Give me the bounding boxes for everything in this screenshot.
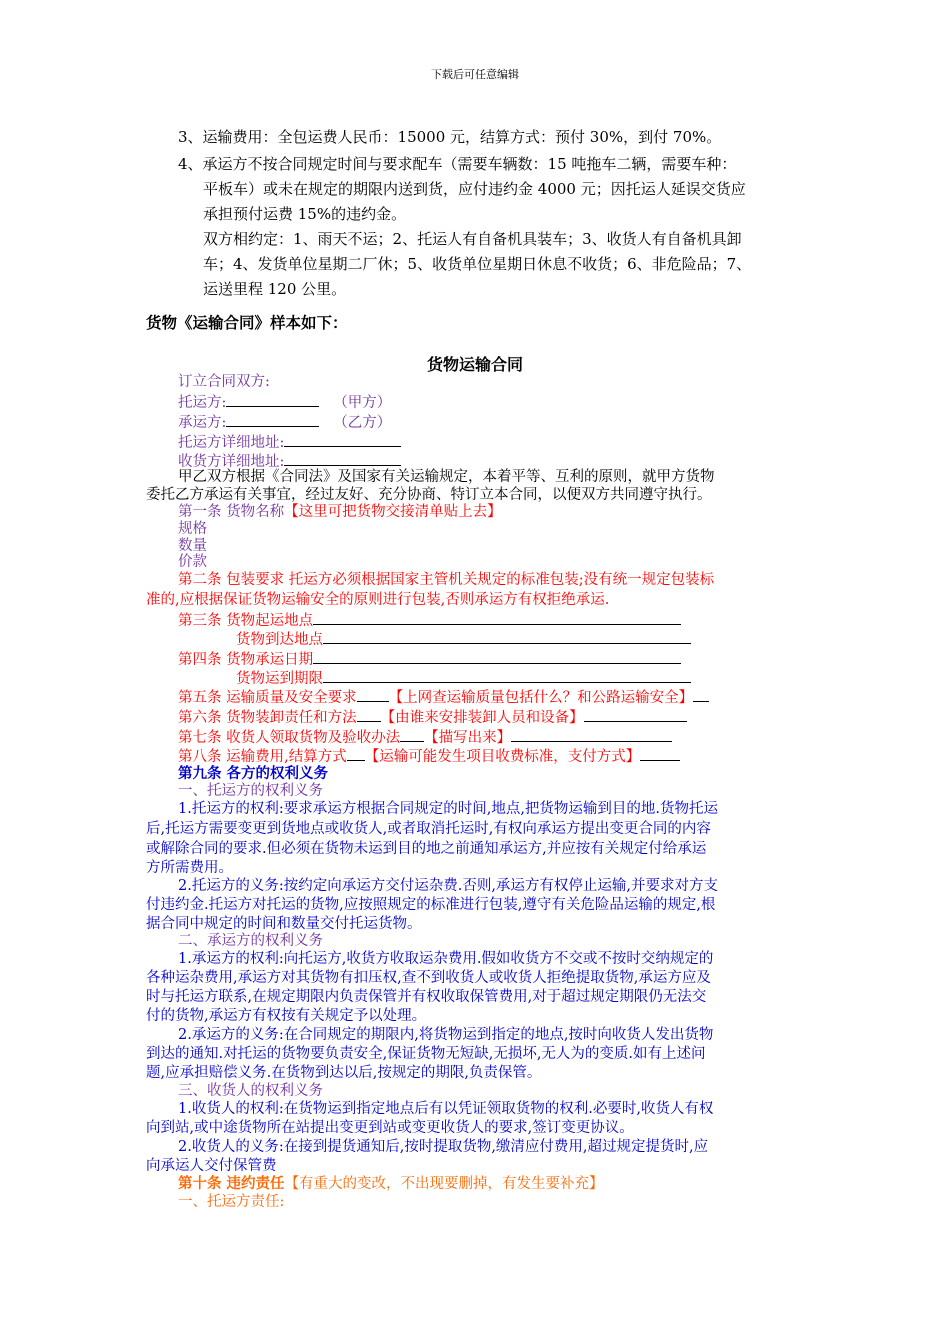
article-5-blank-a	[357, 687, 389, 702]
s3-p1-line-2: 向到站,或中途货物所在站提出变更到站或变更收货人的要求,签订变更协议。	[146, 1120, 634, 1136]
s2-p1-line-1: 1.承运方的权利:向托运方,收货方收取运杂费用.假如收货方不交或不按时交纳规定的	[178, 951, 714, 967]
shipper-address-line	[178, 432, 401, 452]
article-3-destination	[236, 629, 691, 649]
article-7-blank-a	[400, 727, 424, 742]
article-1-note: 【这里可把货物交接清单贴上去】	[284, 504, 502, 520]
article-2-line-2: 准的,应根据保证货物运输安全的原则进行包装,否则承运方有权拒绝承运.	[146, 592, 610, 608]
shipper-label: 托运方:	[178, 395, 227, 411]
article-7-blank-b	[511, 727, 672, 742]
price-label: 价款	[178, 554, 207, 570]
s2-p1-line-3: 时与托运方联系,在规定期限内负责保管并有权收取保管费用,对于超过规定期限仍无法交	[146, 989, 707, 1005]
intro-line-3: 平板车）或未在规定的期限内送到货，应付违约金 4000 元；因托运人延误交货应	[203, 180, 746, 198]
article-4-date-label: 第四条 货物承运日期	[178, 652, 314, 668]
intro-line-7: 运送里程 120 公里。	[203, 280, 347, 298]
contract-title: 货物运输合同	[426, 355, 523, 374]
article-8-note: 【运输可能发生项目收费标准，支付方式】	[364, 749, 641, 765]
article-7	[178, 727, 672, 747]
qty-label: 数量	[178, 538, 207, 554]
s1-p2-line-1: 2.托运方的义务:按约定向承运方交付运杂费.否则,承运方有权停止运输,并要求对方支	[178, 878, 719, 894]
article-10-label: 第十条 违约责任	[178, 1175, 285, 1192]
article-10	[178, 1175, 604, 1193]
article-3-origin-label: 第三条 货物起运地点	[178, 613, 314, 629]
article-8-blank-b	[640, 746, 680, 761]
preamble-line-2: 委托乙方承运有关事宜，经过友好、充分协商、特订立本合同，以便双方共同遵守执行。	[146, 487, 712, 503]
article-3-origin	[178, 610, 681, 630]
s3-p2-line-1: 2.收货人的义务:在接到提货通知后,按时提取货物,缴清应付费用,超过规定提货时,应	[178, 1139, 709, 1155]
origin-blank	[313, 610, 681, 625]
shipper-line	[178, 392, 391, 412]
sample-heading: 货物《运输合同》样本如下：	[146, 313, 348, 332]
article-2-line-1: 第二条 包装要求 托运方必须根据国家主管机关规定的标准包装;没有统一规定包装标	[178, 572, 715, 588]
article-4-deadline	[236, 668, 691, 688]
article-3-destination-label: 货物到达地点	[236, 632, 323, 648]
intro-line-2: 4、承运方不按合同规定时间与要求配车（需要车辆数：15 吨拖车二辆，需要车种：	[178, 155, 737, 173]
s1-p2-line-3: 据合同中规定的时间和数量交付托运货物。	[146, 916, 422, 932]
shipper-blank	[226, 392, 319, 407]
s3-p2-line-2: 向承运人交付保管费	[146, 1158, 277, 1174]
article-6-blank-b	[584, 707, 687, 722]
article-4-deadline-label: 货物运到期限	[236, 671, 323, 687]
s3-p1-line-1: 1.收货人的权利:在货物运到指定地点后有以凭证领取货物的权利.必要时,收货人有权	[178, 1101, 714, 1117]
intro-line-5: 双方相约定：1、雨天不运；2、托运人有自备机具装车；3、收货人有自备机具卸	[203, 230, 742, 248]
deadline-blank	[323, 668, 691, 683]
parties-label: 订立合同双方:	[178, 374, 270, 390]
article-7-label: 第七条 收货人领取货物及验收办法	[178, 730, 401, 746]
article-6-note: 【由谁来安排装卸人员和设备】	[380, 710, 584, 726]
date-blank	[313, 649, 681, 664]
shipper-address-label: 托运方详细地址:	[178, 435, 285, 451]
intro-line-6: 车；4、发货单位星期二厂休；5、收货单位星期日休息不收货；6、非危险品；7、	[203, 255, 752, 273]
article-6	[178, 707, 687, 727]
section-3-heading: 三、收货人的权利义务	[178, 1083, 323, 1099]
article-7-note: 【描写出来】	[424, 730, 512, 746]
article-1	[178, 503, 502, 521]
s1-p1-line-2: 后,托运方需要变更到货地点或收货人,或者取消托运时,有权向承运方提出变更合同的内容	[146, 821, 711, 837]
s1-p1-line-3: 或解除合同的要求.但必须在货物未运到目的地之前通知承运方,并应按有关规定付给承运	[146, 841, 707, 857]
article-8-label: 第八条 运输费用,结算方式	[178, 749, 347, 765]
party-b-label: （乙方）	[333, 415, 392, 431]
page-header: 下载后可任意编辑	[431, 68, 519, 81]
article-5-blank-b	[693, 687, 709, 702]
s2-p2-line-1: 2.承运方的义务:在合同规定的期限内,将货物运到指定的地点,按时向收货人发出货物	[178, 1027, 714, 1043]
s2-p2-line-3: 题,应承担赔偿义务.在货物到达以后,按规定的期限,负责保管。	[146, 1065, 542, 1081]
s2-p2-line-2: 到达的通知.对托运的货物要负责安全,保证货物无短缺,无损坏,无人为的变质.如有上述问	[146, 1046, 706, 1062]
s2-p1-line-2: 各种运杂费用,承运方对其货物有扣压权,查不到收货人或收货人拒绝提取货物,承运方应及	[146, 970, 711, 986]
s1-p1-line-1: 1.托运方的权利:要求承运方根据合同规定的时间,地点,把货物运输到目的地.货物托运	[178, 801, 719, 817]
intro-line-1: 3、运输费用：全包运费人民币：15000 元，结算方式：预付 30%，到付 70%。	[178, 128, 722, 146]
article-8	[178, 746, 680, 766]
section-10-1-heading: 一、托运方责任:	[178, 1194, 285, 1210]
carrier-blank	[226, 412, 319, 427]
shipper-address-blank	[284, 432, 401, 447]
article-9-heading: 第九条 各方的权利义务	[178, 765, 329, 782]
consignee-address-blank	[284, 451, 401, 466]
intro-line-4: 承担预付运费 15%的违约金。	[203, 205, 407, 223]
destination-blank	[323, 629, 691, 644]
article-6-label: 第六条 货物装卸责任和方法	[178, 710, 357, 726]
article-10-note: 【有重大的变改，不出现要删掉，有发生要补充】	[284, 1176, 604, 1192]
s2-p1-line-4: 付的货物,承运方有权按有关规定予以处理。	[146, 1008, 427, 1024]
article-5-note: 【上网查运输质量包括什么？和公路运输安全】	[388, 690, 694, 706]
carrier-line	[178, 412, 391, 432]
article-6-blank-a	[357, 707, 381, 722]
spec-label: 规格	[178, 521, 207, 537]
section-1-heading: 一、托运方的权利义务	[178, 783, 323, 799]
s1-p2-line-2: 付违约金.托运方对托运的货物,应按照规定的标准进行包装,遵守有关危险品运输的规定,根	[146, 897, 716, 913]
carrier-label: 承运方:	[178, 415, 227, 431]
article-8-blank-a	[347, 746, 365, 761]
party-a-label: （甲方）	[333, 395, 392, 411]
article-5	[178, 687, 709, 707]
article-5-label: 第五条 运输质量及安全要求	[178, 690, 357, 706]
preamble-line-1: 甲乙双方根据《合同法》及国家有关运输规定，本着平等、互利的原则，就甲方货物	[178, 469, 715, 485]
consignee-address-label: 收货方详细地址:	[178, 454, 285, 470]
article-1-label: 第一条 货物名称	[178, 504, 285, 520]
s1-p1-line-4: 方所需费用。	[146, 860, 233, 876]
article-4-date	[178, 649, 681, 669]
section-2-heading: 二、承运方的权利义务	[178, 933, 323, 949]
